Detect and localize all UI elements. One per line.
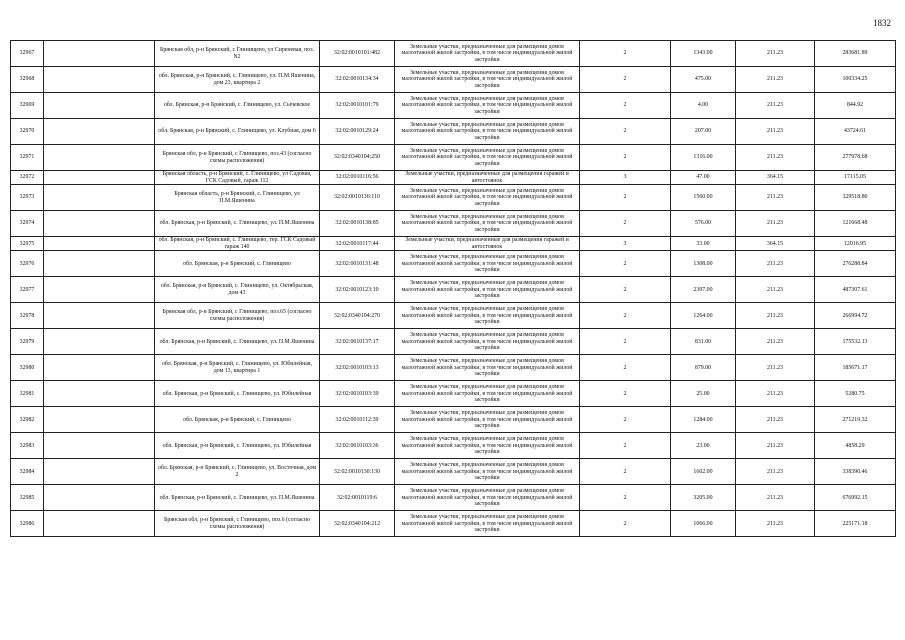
cadastral-number-cell: 32:02:0010103:39 [320,381,395,407]
table-row [11,41,896,67]
area-cell: 2307.00 [671,277,736,303]
area-cell: 1602.00 [671,459,736,485]
cadastral-number-cell: 32:02:0010123:10 [320,277,395,303]
address-cell: обл. Брянская, р-н Брянский, с. Глинищево, ул. Юбилейная [155,381,320,407]
specific-value-cell: 211.23 [736,119,815,145]
table-row [11,119,896,145]
specific-value-cell: 364.15 [736,171,815,185]
address-cell: обл. Брянская, р-н Брянский, с. Глинищево, ул. П.М.Яшенина, дом 23, квартира 2 [155,67,320,93]
table-row [11,407,896,433]
specific-value-cell: 211.23 [736,511,815,537]
group-number-cell: 3 [580,171,671,185]
cadastral-value-cell: 100334.25 [815,67,896,93]
land-use-cell: Земельные участки, предназначенные для размещения домов малоэтажной жилой застройки, в том числе индивидуальной жилой застройки [395,459,580,485]
cadastral-number-cell: 32:02:0010134:34 [320,67,395,93]
row-number-cell: 32976 [11,251,44,277]
land-use-cell: Земельные участки, предназначенные для размещения гаражей и автостоянок [395,237,580,251]
cadastral-value-cell: 276288.84 [815,251,896,277]
table-body [11,41,896,537]
table-row [11,381,896,407]
row-number-cell: 32971 [11,145,44,171]
cadastral-value-cell: 225171.18 [815,511,896,537]
cadastral-value-cell: 12016.95 [815,237,896,251]
cadastral-value-cell: 271219.32 [815,407,896,433]
table-row [11,277,896,303]
cadastral-number-cell: 32:02:0010103:36 [320,433,395,459]
group-number-cell: 2 [580,381,671,407]
address-cell: обл. Брянская, р-н Брянский, с. Глинищево, тер. ГСК Садовый гараж 140 [155,237,320,251]
area-cell: 47.00 [671,171,736,185]
land-use-cell: Земельные участки, предназначенные для размещения домов малоэтажной жилой застройки, в том числе индивидуальной жилой застройки [395,251,580,277]
cadastral-value-cell: 185671.17 [815,355,896,381]
group-number-cell: 2 [580,277,671,303]
table-row [11,329,896,355]
cadastral-number-cell: 32:02:0010131:48 [320,251,395,277]
cadastral-value-cell: 121668.48 [815,211,896,237]
blank-cell [44,277,155,303]
address-cell: обл. Брянская, р-н Брянский, с. Глинищево, ул. П.М.Яшенина [155,211,320,237]
table-row [11,171,896,185]
address-cell: Брянская область, р-н Брянский, с. Глинищево, ул П.М.Яшенина [155,185,320,211]
cadastral-value-cell: 43724.61 [815,119,896,145]
blank-cell [44,145,155,171]
land-use-cell: Земельные участки, предназначенные для размещения домов малоэтажной жилой застройки, в том числе индивидуальной жилой застройки [395,485,580,511]
cadastral-number-cell: 32:02:0010136:110 [320,185,395,211]
table-row [11,67,896,93]
address-cell: Брянская обл, р-н Брянский, с Глинищево, поз.43 (согласно схемы расположения) [155,145,320,171]
specific-value-cell: 211.23 [736,355,815,381]
row-number-cell: 32972 [11,171,44,185]
land-use-cell: Земельные участки, предназначенные для размещения домов малоэтажной жилой застройки, в том числе индивидуальной жилой застройки [395,511,580,537]
address-cell: Брянская обл, р-н Брянский, с Глинищево, поз.6 (согласно схемы расположения) [155,511,320,537]
blank-cell [44,41,155,67]
cadastral-number-cell: 32:02:0010103:13 [320,355,395,381]
cadastral-number-cell: 32:02:0010101:79 [320,93,395,119]
specific-value-cell: 211.23 [736,185,815,211]
area-cell: 576.00 [671,211,736,237]
cadastral-value-cell: 329518.80 [815,185,896,211]
group-number-cell: 2 [580,119,671,145]
table-row [11,145,896,171]
area-cell: 23.00 [671,433,736,459]
row-number-cell: 32982 [11,407,44,433]
group-number-cell: 2 [580,433,671,459]
specific-value-cell: 211.23 [736,277,815,303]
land-use-cell: Земельные участки, предназначенные для размещения домов малоэтажной жилой застройки, в том числе индивидуальной жилой застройки [395,433,580,459]
area-cell: 3205.00 [671,485,736,511]
row-number-cell: 32986 [11,511,44,537]
blank-cell [44,485,155,511]
address-cell: обл. Брянская, р-н Брянский, с. Глинищево, ул. Восточная, дом 2 [155,459,320,485]
specific-value-cell: 211.23 [736,67,815,93]
address-cell: обл. Брянская, р-н Брянский, с. Глинищево, ул. П.М.Яшенина [155,329,320,355]
blank-cell [44,459,155,485]
land-use-cell: Земельные участки, предназначенные для размещения домов малоэтажной жилой застройки, в том числе индивидуальной жилой застройки [395,41,580,67]
blank-cell [44,67,155,93]
table-row [11,485,896,511]
row-number-cell: 32981 [11,381,44,407]
group-number-cell: 2 [580,251,671,277]
specific-value-cell: 211.23 [736,407,815,433]
table-row [11,303,896,329]
cadastral-number-cell: 32:02:0010129:24 [320,119,395,145]
specific-value-cell: 211.23 [736,211,815,237]
specific-value-cell: 211.23 [736,329,815,355]
specific-value-cell: 211.23 [736,93,815,119]
area-cell: 1316.00 [671,145,736,171]
address-cell: обл. Брянская, р-н Брянский, с. Глинищево [155,251,320,277]
row-number-cell: 32970 [11,119,44,145]
address-cell: Брянская область, р-н Брянский, с. Глинищево, ул Садовая, ГСК Садовый, гараж 112 [155,171,320,185]
table-row [11,433,896,459]
blank-cell [44,407,155,433]
cadastral-value-cell: 676992.15 [815,485,896,511]
area-cell: 831.00 [671,329,736,355]
land-use-cell: Земельные участки, предназначенные для размещения гаражей и автостоянок [395,171,580,185]
address-cell: обл. Брянская, р-н Брянский, с. Глинищево, ул. Октябрьская, дом 43 [155,277,320,303]
land-use-cell: Земельные участки, предназначенные для размещения домов малоэтажной жилой застройки, в том числе индивидуальной жилой застройки [395,355,580,381]
page-number: 1832 [873,18,891,28]
area-cell: 1560.00 [671,185,736,211]
row-number-cell: 32975 [11,237,44,251]
group-number-cell: 2 [580,185,671,211]
blank-cell [44,355,155,381]
area-cell: 1308.00 [671,251,736,277]
table-row [11,251,896,277]
cadastral-number-cell: 32:02:0010119:6 [320,485,395,511]
area-cell: 1264.00 [671,303,736,329]
cadastral-value-cell: 175532.13 [815,329,896,355]
area-cell: 475.00 [671,67,736,93]
blank-cell [44,329,155,355]
address-cell: обл. Брянская, р-н Брянский, с. Глинищево, ул. Юбилейная [155,433,320,459]
table-row [11,355,896,381]
blank-cell [44,119,155,145]
specific-value-cell: 211.23 [736,459,815,485]
cadastral-number-cell: 32:02:0010117:44 [320,237,395,251]
specific-value-cell: 211.23 [736,433,815,459]
row-number-cell: 32979 [11,329,44,355]
land-use-cell: Земельные участки, предназначенные для размещения домов малоэтажной жилой застройки, в том числе индивидуальной жилой застройки [395,277,580,303]
area-cell: 207.00 [671,119,736,145]
table-row [11,185,896,211]
blank-cell [44,511,155,537]
address-cell: Брянская обл, р-н Брянский, с Глинищево, ул Сиреневая, поз. N2 [155,41,320,67]
land-use-cell: Земельные участки, предназначенные для размещения домов малоэтажной жилой застройки, в том числе индивидуальной жилой застройки [395,381,580,407]
land-use-cell: Земельные участки, предназначенные для размещения домов малоэтажной жилой застройки, в том числе индивидуальной жилой застройки [395,67,580,93]
blank-cell [44,237,155,251]
table-row [11,237,896,251]
group-number-cell: 2 [580,459,671,485]
blank-cell [44,303,155,329]
cadastral-number-cell: 32:02:0010130:130 [320,459,395,485]
cadastral-value-cell: 5280.75 [815,381,896,407]
group-number-cell: 2 [580,407,671,433]
area-cell: 25.00 [671,381,736,407]
address-cell: обл. Брянская, р-н Брянский, с. Глинищево, ул. П.М.Яшенина [155,485,320,511]
row-number-cell: 32967 [11,41,44,67]
row-number-cell: 32978 [11,303,44,329]
land-use-cell: Земельные участки, предназначенные для размещения домов малоэтажной жилой застройки, в том числе индивидуальной жилой застройки [395,119,580,145]
land-registry-table [10,40,896,537]
row-number-cell: 32984 [11,459,44,485]
cadastral-value-cell: 4858.29 [815,433,896,459]
cadastral-number-cell: 32:02:0340104:250 [320,145,395,171]
group-number-cell: 2 [580,303,671,329]
area-cell: 1343.00 [671,41,736,67]
row-number-cell: 32983 [11,433,44,459]
area-cell: 4.00 [671,93,736,119]
land-use-cell: Земельные участки, предназначенные для размещения домов малоэтажной жилой застройки, в том числе индивидуальной жилой застройки [395,211,580,237]
area-cell: 1066.00 [671,511,736,537]
cadastral-number-cell: 32:02:0010137:17 [320,329,395,355]
row-number-cell: 32977 [11,277,44,303]
table-row [11,511,896,537]
specific-value-cell: 211.23 [736,381,815,407]
cadastral-number-cell: 32:02:0010138:85 [320,211,395,237]
cadastral-number-cell: 32:02:0010101:482 [320,41,395,67]
land-use-cell: Земельные участки, предназначенные для размещения домов малоэтажной жилой застройки, в том числе индивидуальной жилой застройки [395,329,580,355]
blank-cell [44,171,155,185]
row-number-cell: 32973 [11,185,44,211]
group-number-cell: 2 [580,67,671,93]
cadastral-number-cell: 32:02:0340104:270 [320,303,395,329]
address-cell: обл. Брянская, р-н Брянский, с. Глинищево [155,407,320,433]
land-use-cell: Земельные участки, предназначенные для размещения домов малоэтажной жилой застройки, в том числе индивидуальной жилой застройки [395,93,580,119]
cadastral-number-cell: 32:02:0010116:56 [320,171,395,185]
area-cell: 879.00 [671,355,736,381]
blank-cell [44,211,155,237]
row-number-cell: 32974 [11,211,44,237]
table-row [11,211,896,237]
land-use-cell: Земельные участки, предназначенные для размещения домов малоэтажной жилой застройки, в том числе индивидуальной жилой застройки [395,407,580,433]
specific-value-cell: 211.23 [736,303,815,329]
cadastral-value-cell: 277978.68 [815,145,896,171]
cadastral-value-cell: 487307.61 [815,277,896,303]
area-cell: 33.00 [671,237,736,251]
table-row [11,459,896,485]
specific-value-cell: 211.23 [736,41,815,67]
group-number-cell: 2 [580,211,671,237]
blank-cell [44,381,155,407]
land-use-cell: Земельные участки, предназначенные для размещения домов малоэтажной жилой застройки, в том числе индивидуальной жилой застройки [395,303,580,329]
land-use-cell: Земельные участки, предназначенные для размещения домов малоэтажной жилой застройки, в том числе индивидуальной жилой застройки [395,145,580,171]
cadastral-number-cell: 32:02:0340104:212 [320,511,395,537]
row-number-cell: 32969 [11,93,44,119]
address-cell: Брянская обл, р-н Брянский, с Глинищево, поз.65 (согласно схемы расположения) [155,303,320,329]
blank-cell [44,185,155,211]
address-cell: обл. Брянская, р-н Брянский, с. Глинищево, ул. Сычевское [155,93,320,119]
specific-value-cell: 211.23 [736,145,815,171]
cadastral-value-cell: 266994.72 [815,303,896,329]
cadastral-value-cell: 17115.05 [815,171,896,185]
group-number-cell: 2 [580,511,671,537]
land-use-cell: Земельные участки, предназначенные для размещения домов малоэтажной жилой застройки, в том числе индивидуальной жилой застройки [395,185,580,211]
specific-value-cell: 364.15 [736,237,815,251]
row-number-cell: 32968 [11,67,44,93]
cadastral-value-cell: 844.92 [815,93,896,119]
row-number-cell: 32980 [11,355,44,381]
group-number-cell: 2 [580,329,671,355]
table-row [11,93,896,119]
row-number-cell: 32985 [11,485,44,511]
group-number-cell: 2 [580,41,671,67]
blank-cell [44,433,155,459]
blank-cell [44,93,155,119]
cadastral-value-cell: 338390.46 [815,459,896,485]
blank-cell [44,251,155,277]
cadastral-number-cell: 32:02:0010112:39 [320,407,395,433]
address-cell: обл. Брянская, р-н Брянский, с. Глинищево, ул. Юбилейная, дом 13, квартира 1 [155,355,320,381]
group-number-cell: 2 [580,93,671,119]
group-number-cell: 2 [580,355,671,381]
address-cell: обл. Брянская, р-н Брянский, с. Глинищево, ул. Клубная, дом 6 [155,119,320,145]
area-cell: 1284.00 [671,407,736,433]
group-number-cell: 2 [580,485,671,511]
specific-value-cell: 211.23 [736,251,815,277]
cadastral-value-cell: 283681.89 [815,41,896,67]
specific-value-cell: 211.23 [736,485,815,511]
group-number-cell: 2 [580,145,671,171]
group-number-cell: 3 [580,237,671,251]
